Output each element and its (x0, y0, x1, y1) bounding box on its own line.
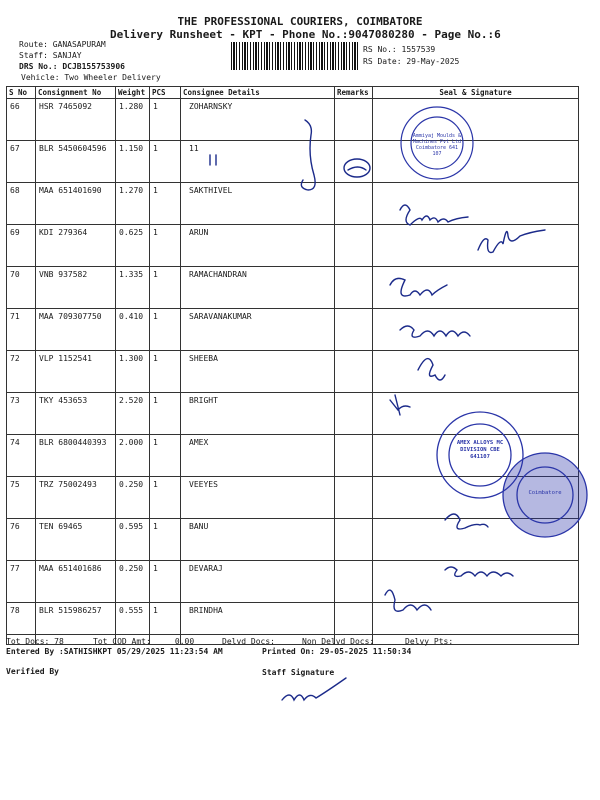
pieces: 1 (150, 225, 181, 267)
consignee: AMEX (181, 435, 335, 477)
serial-number: 72 (7, 351, 36, 393)
signature-ink (445, 567, 513, 576)
weight: 0.250 (116, 477, 150, 519)
signature-ink (478, 230, 545, 253)
weight: 1.150 (116, 141, 150, 183)
consignee: SHEEBA (181, 351, 335, 393)
delivery-points: Delvy Pts: (405, 637, 454, 646)
consignment-number: MAA 709307750 (36, 309, 116, 351)
consignee: ARUN (181, 225, 335, 267)
signature-ink (400, 205, 468, 225)
pieces: 1 (150, 603, 181, 645)
stamp-text: Coimbatore (528, 490, 562, 496)
serial-number: 66 (7, 99, 36, 141)
pieces: 1 (150, 561, 181, 603)
col-header: Remarks (335, 87, 373, 99)
serial-number: 67 (7, 141, 36, 183)
consignment-number: BLR 6800440393 (36, 435, 116, 477)
pieces: 1 (150, 99, 181, 141)
signature-ink (210, 155, 216, 165)
serial-number: 77 (7, 561, 36, 603)
pieces: 1 (150, 435, 181, 477)
staff-signature-label: Staff Signature (262, 668, 335, 677)
col-header: Consignee Details (181, 87, 335, 99)
signature-ink (344, 159, 370, 177)
entered-by: Entered By :SATHISHKPT 05/29/2025 11:23:54 AM (6, 647, 223, 656)
pieces: 1 (150, 477, 181, 519)
rs-number: RS No.: 1557539 (363, 45, 436, 54)
consignee: 11 (181, 141, 335, 183)
serial-number: 78 (7, 603, 36, 645)
drs-number: DRS No.: DCJB155753906 (19, 62, 125, 71)
serial-number: 74 (7, 435, 36, 477)
consignment-number: TEN 69465 (36, 519, 116, 561)
weight: 1.270 (116, 183, 150, 225)
serial-number: 69 (7, 225, 36, 267)
weight: 1.300 (116, 351, 150, 393)
serial-number: 71 (7, 309, 36, 351)
weight: 1.280 (116, 99, 150, 141)
serial-number: 75 (7, 477, 36, 519)
pieces: 1 (150, 393, 181, 435)
verified-by: Verified By (6, 667, 59, 676)
total-cod: Tot COD Amt: 0.00 (93, 637, 195, 646)
pieces: 1 (150, 141, 181, 183)
weight: 0.555 (116, 603, 150, 645)
pieces: 1 (150, 183, 181, 225)
weight: 0.595 (116, 519, 150, 561)
col-header: PCS (150, 87, 181, 99)
pieces: 1 (150, 351, 181, 393)
consignment-number: MAA 651401690 (36, 183, 116, 225)
serial-number: 70 (7, 267, 36, 309)
signature-ink (348, 167, 366, 170)
signature-ink (282, 678, 346, 700)
consignment-number: TRZ 75002493 (36, 477, 116, 519)
delivered-docs: Delvd Docs: (222, 637, 275, 646)
signature-ink (445, 514, 488, 529)
pieces: 1 (150, 309, 181, 351)
consignee: ZOHARNSKY (181, 99, 335, 141)
weight: 2.520 (116, 393, 150, 435)
consignment-number: HSR 7465092 (36, 99, 116, 141)
pieces: 1 (150, 267, 181, 309)
printed-on: Printed On: 29-05-2025 11:50:34 (262, 647, 412, 656)
serial-number: 73 (7, 393, 36, 435)
serial-number: 76 (7, 519, 36, 561)
weight: 0.625 (116, 225, 150, 267)
weight: 1.335 (116, 267, 150, 309)
consignment-number: MAA 651401686 (36, 561, 116, 603)
weight: 2.000 (116, 435, 150, 477)
signature-ink (390, 278, 447, 296)
weight: 0.250 (116, 561, 150, 603)
signature-ink (390, 395, 410, 415)
col-header: S No (7, 87, 36, 99)
consignee: VEEYES (181, 477, 335, 519)
signature-ink (418, 359, 445, 380)
consignment-number: BLR 515986257 (36, 603, 116, 645)
col-header: Weight (116, 87, 150, 99)
consignment-number: VNB 937582 (36, 267, 116, 309)
consignment-number: TKY 453653 (36, 393, 116, 435)
company-name: THE PROFESSIONAL COURIERS, COIMBATORE (177, 15, 423, 28)
signature-ink (400, 326, 470, 337)
consignee: SAKTHIVEL (181, 183, 335, 225)
consignee: BRINDHA (181, 603, 335, 645)
consignment-number: VLP 1152541 (36, 351, 116, 393)
consignee: DEVARAJ (181, 561, 335, 603)
total-docs: Tot Docs: 78 (6, 637, 64, 646)
consignee: SARAVANAKUMAR (181, 309, 335, 351)
consignment-number: BLR 5450604596 (36, 141, 116, 183)
consignee: BRIGHT (181, 393, 335, 435)
runsheet-title: Delivery Runsheet - KPT - Phone No.:9047080280 - Page No.:6 (110, 28, 501, 41)
col-header: Consignment No (36, 87, 116, 99)
pieces: 1 (150, 519, 181, 561)
col-header: Seal & Signature (373, 87, 579, 99)
consignee: RAMACHANDRAN (181, 267, 335, 309)
stamp-text: AMEX ALLOYS MC DIVISION CBE 641107 (456, 440, 504, 460)
serial-number: 68 (7, 183, 36, 225)
non-delivered-docs: Non Delvd Docs: (302, 637, 375, 646)
consignee: BANU (181, 519, 335, 561)
staff: Staff: SANJAY (19, 51, 82, 60)
signature-ink (385, 590, 431, 611)
consignment-number: KDI 279364 (36, 225, 116, 267)
stamp-text: Ammiyaj Moulds & Machines Pvt Ltd Coimbatore 641 107 (412, 133, 462, 157)
vehicle: Vehicle: Two Wheeler Delivery (21, 73, 161, 82)
signature-ink (301, 120, 315, 190)
weight: 0.410 (116, 309, 150, 351)
rs-date: RS Date: 29-May-2025 (363, 57, 460, 66)
route: Route: GANASAPURAM (19, 40, 106, 49)
